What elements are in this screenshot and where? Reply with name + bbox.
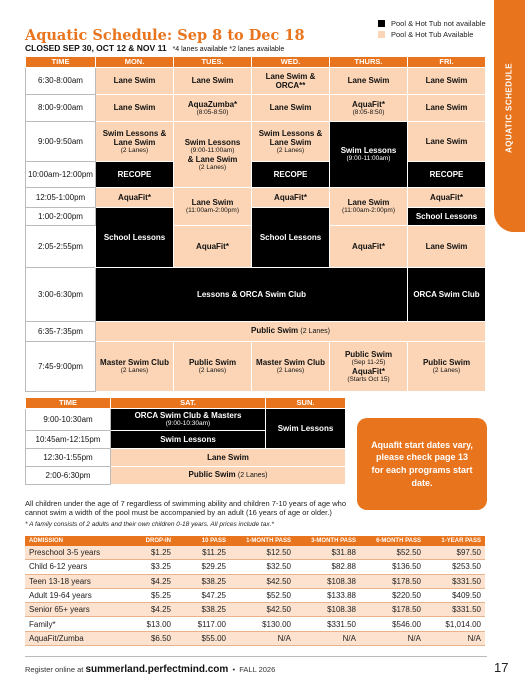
admission-header-cell: 6-MONTH PASS	[360, 536, 425, 546]
time-cell: 3:00-6:30pm	[26, 268, 96, 322]
admission-price: $82.88	[295, 560, 360, 574]
family-note: * A family consists of 2 adults and their own children 0-18 years. All prices include tax.*	[25, 520, 274, 528]
weekend-lane-swim-cell: Lane Swim	[111, 449, 346, 467]
time-cell: 8:00-9:00am	[26, 95, 96, 122]
admission-price: $55.00	[175, 631, 230, 645]
lane-swim-cell: Lane Swim	[174, 68, 252, 95]
admission-price: $13.00	[120, 617, 175, 631]
time-cell: 2:00-6:30pm	[26, 467, 111, 485]
time-cell: 6:30-8:00am	[26, 68, 96, 95]
thu-lane-swim-cell: Lane Swim (11:00am-2:00pm)	[330, 188, 408, 226]
lane-swim-cell: Lane Swim	[252, 95, 330, 122]
legend	[378, 18, 486, 40]
admission-header-cell: 10 PASS	[175, 536, 230, 546]
header-sun: SUN.	[266, 398, 346, 409]
admission-price: $31.88	[295, 546, 360, 560]
header-time: TIME	[26, 57, 96, 68]
admission-price: $4.25	[120, 574, 175, 588]
aquafit-cell: AquaFit*	[252, 188, 330, 208]
admission-price: $220.50	[360, 588, 425, 602]
time-cell: 2:05-2:55pm	[26, 226, 96, 268]
wed-school-lessons-cell: School Lessons	[252, 208, 330, 268]
admission-price: $1.25	[120, 546, 175, 560]
aquazumba-cell: AquaZumba* (8:05-8:50)	[174, 95, 252, 122]
admission-row	[25, 574, 485, 588]
admission-table	[25, 536, 485, 646]
admission-price: $331.50	[425, 603, 485, 617]
weekend-public-swim-cell: Public Swim (2 Lanes)	[111, 467, 346, 485]
admission-price: N/A	[295, 631, 360, 645]
time-cell: 10:45am-12:15pm	[26, 431, 111, 449]
header-mon: MON.	[96, 57, 174, 68]
swim-lessons-lane-cell: Swim Lessons & Lane Swim (2 Lanes)	[96, 122, 174, 162]
admission-price: $12.50	[230, 546, 295, 560]
admission-price: $97.50	[425, 546, 485, 560]
side-tab-label: AQUATIC SCHEDULE	[504, 62, 514, 154]
lane-swim-cell: Lane Swim	[408, 226, 486, 268]
master-swim-cell: Master Swim Club (2 Lanes)	[252, 342, 330, 392]
header-wed: WED.	[252, 57, 330, 68]
recope-cell: RECOPE	[96, 162, 174, 188]
children-note: All children under the age of 7 regardless of swimming ability and children 7-10 years of age who cannot swim a width of the pool must be accompanied by an adult (16 years of age or older.)	[25, 499, 347, 518]
admission-row	[25, 631, 485, 645]
public-swim-cell: Public Swim (2 Lanes)	[408, 342, 486, 392]
admission-price: $3.25	[120, 560, 175, 574]
admission-row	[25, 546, 485, 560]
lane-swim-cell: Lane Swim	[408, 122, 486, 162]
admission-header-cell: 3-MONTH PASS	[295, 536, 360, 546]
aquafit-cell: AquaFit*	[408, 188, 486, 208]
lanes-note: *4 lanes available *2 lanes available	[172, 46, 285, 53]
header-time: TIME	[26, 398, 111, 409]
time-cell: 10:00am-12:00pm	[26, 162, 96, 188]
admission-price: $178.50	[360, 603, 425, 617]
lessons-orca-cell: Lessons & ORCA Swim Club	[96, 268, 408, 322]
dark-swatch	[378, 20, 385, 27]
time-cell: 7:45-9:00pm	[26, 342, 96, 392]
sat-swim-lessons-cell: Swim Lessons	[111, 431, 266, 449]
time-cell: 6:35-7:35pm	[26, 322, 96, 342]
admission-price: $38.25	[175, 574, 230, 588]
admission-price: $4.25	[120, 603, 175, 617]
orca-masters-cell: ORCA Swim Club & Masters (9:00-10:30am)	[111, 409, 266, 431]
admission-header-cell: ADMISSION	[25, 536, 120, 546]
admission-row	[25, 617, 485, 631]
admission-price: $1,014.00	[425, 617, 485, 631]
admission-price: $42.50	[230, 574, 295, 588]
footer-bullet: •	[230, 665, 240, 674]
admission-category: Adult 19-64 years	[25, 588, 120, 602]
admission-price: $117.00	[175, 617, 230, 631]
legend-not-available: Pool & Hot Tub not available	[378, 18, 486, 29]
thu-evening-cell: Public Swim (Sep 11-25) AquaFit* (Starts Oct 15)	[330, 342, 408, 392]
side-tab	[494, 0, 525, 232]
admission-price: N/A	[360, 631, 425, 645]
weekday-schedule	[25, 56, 486, 392]
time-cell: 9:00-10:30am	[26, 409, 111, 431]
admission-price: $32.50	[230, 560, 295, 574]
recope-cell: RECOPE	[252, 162, 330, 188]
time-cell: 12:30-1:55pm	[26, 449, 111, 467]
mon-school-lessons-cell: School Lessons	[96, 208, 174, 268]
admission-category: AquaFit/Zumba	[25, 631, 120, 645]
admission-category: Preschool 3-5 years	[25, 546, 120, 560]
tue-swim-lessons-cell: Swim Lessons (9:00-11:00am) & Lane Swim (2 Lanes)	[174, 122, 252, 188]
admission-category: Family*	[25, 617, 120, 631]
master-swim-cell: Master Swim Club (2 Lanes)	[96, 342, 174, 392]
schedule-header	[26, 57, 486, 68]
admission-header	[25, 536, 485, 546]
admission-price: $133.88	[295, 588, 360, 602]
admission-price: $42.50	[230, 603, 295, 617]
register-url[interactable]: summerland.perfectmind.com	[85, 664, 229, 675]
admission-price: $29.25	[175, 560, 230, 574]
lane-swim-cell: Lane Swim	[96, 68, 174, 95]
admission-header-cell: DROP-IN	[120, 536, 175, 546]
admission-price: $108.38	[295, 603, 360, 617]
fri-school-lessons-cell: School Lessons	[408, 208, 486, 226]
header-fri: FRI.	[408, 57, 486, 68]
sun-swim-lessons-cell: Swim Lessons	[266, 409, 346, 449]
admission-price: $253.50	[425, 560, 485, 574]
admission-price: $38.25	[175, 603, 230, 617]
closed-dates: CLOSED SEP 30, OCT 12 & NOV 11 *4 lanes available *2 lanes available	[25, 43, 285, 53]
notes	[25, 499, 365, 529]
light-swatch	[378, 31, 385, 38]
admission-price: $178.50	[360, 574, 425, 588]
admission-price: $6.50	[120, 631, 175, 645]
admission-price: $108.38	[295, 574, 360, 588]
admission-header-cell: 1-MONTH PASS	[230, 536, 295, 546]
admission-price: $11.25	[175, 546, 230, 560]
header-sat: SAT.	[111, 398, 266, 409]
admission-price: $130.00	[230, 617, 295, 631]
header-thu: THURS.	[330, 57, 408, 68]
orca-swim-club-cell: ORCA Swim Club	[408, 268, 486, 322]
weekend-header	[26, 398, 346, 409]
header-tue: TUES.	[174, 57, 252, 68]
admission-price: $52.50	[230, 588, 295, 602]
lane-swim-cell: Lane Swim	[408, 95, 486, 122]
admission-row	[25, 603, 485, 617]
aquafit-cell: AquaFit* (8:05-8:50)	[330, 95, 408, 122]
season-label: FALL 2026	[239, 665, 276, 674]
admission-price: N/A	[230, 631, 295, 645]
time-cell: 12:05-1:00pm	[26, 188, 96, 208]
admission-price: N/A	[425, 631, 485, 645]
admission-row	[25, 588, 485, 602]
admission-price: $546.00	[360, 617, 425, 631]
aquafit-cell: AquaFit*	[96, 188, 174, 208]
swim-lessons-lane-cell: Swim Lessons & Lane Swim (2 Lanes)	[252, 122, 330, 162]
aquafit-cell: AquaFit*	[330, 226, 408, 268]
admission-price: $136.50	[360, 560, 425, 574]
page-title: Aquatic Schedule: Sep 8 to Dec 18	[25, 27, 305, 44]
tue-lane-swim-cell: Lane Swim (11:00am-2:00pm)	[174, 188, 252, 226]
legend-available: Pool & Hot Tub Available	[378, 29, 486, 40]
aquafit-note-card: Aquafit start dates vary, please check page 13 for each programs start date.	[357, 418, 487, 510]
time-cell: 1:00-2:00pm	[26, 208, 96, 226]
recope-cell: RECOPE	[408, 162, 486, 188]
admission-category: Teen 13-18 years	[25, 574, 120, 588]
footer: Register online at summerland.perfectmind.com • FALL 2026	[25, 664, 276, 675]
lane-swim-cell: Lane Swim	[330, 68, 408, 95]
admission-header-cell: 1-YEAR PASS	[425, 536, 485, 546]
admission-category: Child 6-12 years	[25, 560, 120, 574]
admission-price: $409.50	[425, 588, 485, 602]
footer-divider	[25, 656, 487, 657]
thu-swim-lessons-cell: Swim Lessons (9:00-11:00am)	[330, 122, 408, 188]
weekend-schedule	[25, 397, 346, 485]
lane-swim-orca-cell: Lane Swim & ORCA**	[252, 68, 330, 95]
page-number: 17	[494, 660, 509, 675]
admission-price: $331.50	[425, 574, 485, 588]
time-cell: 9:00-9:50am	[26, 122, 96, 162]
admission-category: Senior 65+ years	[25, 603, 120, 617]
public-swim-cell: Public Swim (2 Lanes)	[96, 322, 486, 342]
admission-price: $52.50	[360, 546, 425, 560]
admission-price: $5.25	[120, 588, 175, 602]
lane-swim-cell: Lane Swim	[408, 68, 486, 95]
admission-price: $331.50	[295, 617, 360, 631]
aquafit-cell: AquaFit*	[174, 226, 252, 268]
public-swim-cell: Public Swim (2 Lanes)	[174, 342, 252, 392]
lane-swim-cell: Lane Swim	[96, 95, 174, 122]
admission-price: $47.25	[175, 588, 230, 602]
admission-row	[25, 560, 485, 574]
